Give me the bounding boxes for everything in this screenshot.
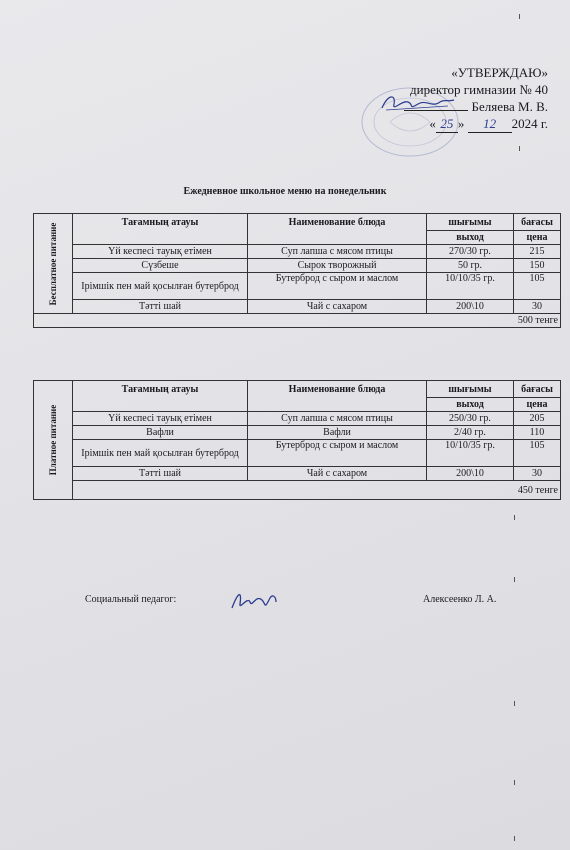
dish-kz: Ірімшік пен май қосылған бутерброд [73,273,248,300]
dish-price: 105 [514,273,561,300]
dish-output: 50 гр. [427,259,514,273]
paid-total: 450 тенге [73,481,561,500]
approve-word: «УТВЕРЖДАЮ» [451,65,548,80]
scan-mark [514,515,515,520]
dish-price: 30 [514,300,561,314]
dish-kz: Үй кеспесі тауық етімен [73,412,248,426]
dish-price: 110 [514,426,561,440]
table-row [34,273,561,300]
dish-output: 200\10 [427,467,514,481]
paid-menu-table [33,380,561,500]
dish-price: 215 [514,245,561,259]
scan-mark [514,577,515,582]
col-name-ru: Наименование блюда [248,381,427,412]
table-row [34,412,561,426]
dish-ru: Вафли [248,426,427,440]
scan-mark [519,146,520,151]
social-teacher-name: Алексеенко Л. А. [423,594,497,605]
dish-ru: Чай с сахаром [248,300,427,314]
dish-kz: Тәтті шай [73,300,248,314]
col-output-ru: выход [427,398,514,412]
dish-price: 205 [514,412,561,426]
dish-output: 200\10 [427,300,514,314]
dish-output: 10/10/35 гр. [427,440,514,467]
col-price-ru: цена [514,398,561,412]
table-row [34,300,561,314]
approval-day: 25 [436,115,458,133]
table-row [34,467,561,481]
col-name-ru: Наименование блюда [248,214,427,245]
dish-output: 2/40 гр. [427,426,514,440]
dish-ru: Чай с сахаром [248,467,427,481]
dish-output: 10/10/35 гр. [427,273,514,300]
menu-title: Ежедневное школьное меню на понедельник [183,186,387,197]
scan-mark [514,780,515,785]
dish-ru: Бутерброд с сыром и маслом [248,440,427,467]
col-output-ru: выход [427,231,514,245]
dish-kz: Ірімшік пен май қосылған бутерброд [73,440,248,467]
paid-section-label-cell [34,381,73,500]
table-row [34,259,561,273]
dish-price: 105 [514,440,561,467]
col-price-ru: цена [514,231,561,245]
dish-kz: Сүзбеше [73,259,248,273]
approval-date: « 25 » 12 2024 г. [429,116,548,131]
free-menu-table [33,213,561,328]
col-output-kz: шығымы [427,381,514,398]
approval-month: 12 [468,115,512,133]
dish-kz: Тәтті шай [73,467,248,481]
free-section-label: Бесплатное питание [48,222,58,305]
director-name: Беляева М. В. [471,99,548,114]
dish-kz: Үй кеспесі тауық етімен [73,245,248,259]
scan-mark [514,701,515,706]
free-section-label-cell [34,214,73,314]
dish-price: 30 [514,467,561,481]
total-row [34,481,561,500]
dish-output: 250/30 гр. [427,412,514,426]
col-name-kz: Тағамның атауы [73,214,248,245]
paid-section-label: Платное питание [48,404,58,476]
dish-ru: Сырок творожный [248,259,427,273]
col-name-kz: Тағамның атауы [73,381,248,412]
table-header-row [34,381,561,398]
dish-ru: Суп лапша с мясом птицы [248,245,427,259]
table-row [34,245,561,259]
teacher-signature [228,586,280,614]
free-total: 500 тенге [34,314,561,328]
approval-year: 2024 г. [511,116,548,131]
social-teacher-label: Социальный педагог: [85,594,177,605]
table-row [34,440,561,467]
col-price-kz: бағасы [514,214,561,231]
table-header-row [34,214,561,231]
dish-ru: Бутерброд с сыром и маслом [248,273,427,300]
dish-output: 270/30 гр. [427,245,514,259]
col-price-kz: бағасы [514,381,561,398]
total-row [34,314,561,328]
dish-kz: Вафли [73,426,248,440]
scan-mark [519,14,520,19]
director-name-line [358,98,548,115]
dish-ru: Суп лапша с мясом птицы [248,412,427,426]
director-position: директор гимназии № 40 [410,82,548,97]
approval-block [358,64,548,133]
scan-mark [514,836,515,841]
col-output-kz: шығымы [427,214,514,231]
table-row [34,426,561,440]
dish-price: 150 [514,259,561,273]
